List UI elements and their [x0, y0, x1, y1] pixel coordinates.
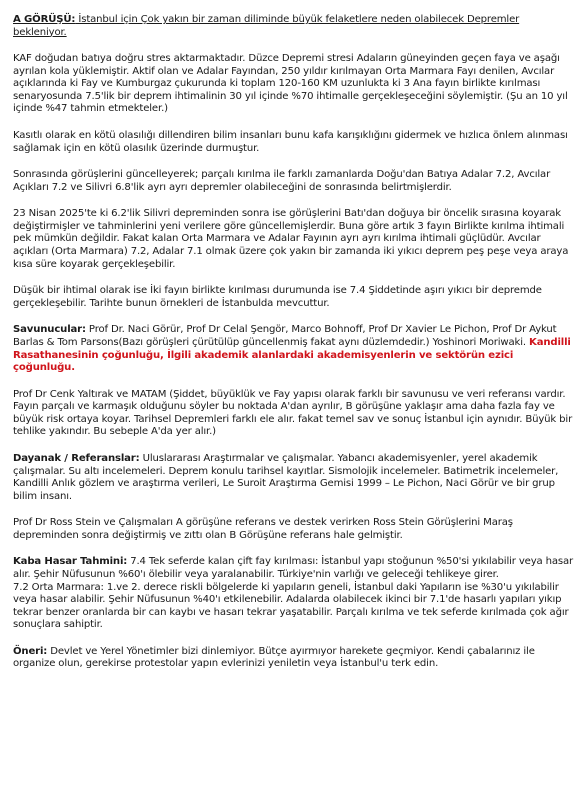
- suggestion-paragraph: [13, 646, 575, 671]
- references-text: Uluslararası Araştırmalar ve çalışmalar. Yabancı akademisyenler, yerel akademik çalışmalar. Su altı incelemeleri. Deprem konulu tarihsel kayıtlar. Sismolojik incelemeler. Batimetrik incelemeler, Kandilli Anlık gözlem ve araştırma verileri, Le Suroit Araştırma Gemisi 1999 – Le Pichon, Naci Görür ve bir grup bilim insanı.: [13, 452, 559, 502]
- damage-label: Kaba Hasar Tahmini:: [13, 556, 128, 568]
- damage-text: 7.4 Tek seferde kalan çift fay kırılması: İstanbul yapı stoğunun %50'si yıkılabilir veya hasar alır. Şehir Nüfusunun %60'ı ölebilir veya yaralanabilir. Türkiye'nin varlığı ve geleceği tehlikeye girer.: [13, 556, 574, 580]
- suggestion-text: Devlet ve Yerel Yönetimler bizi dinlemiyor. Bütçe ayırmıyor harekete geçmiyor. Kendi çabalarınız ile organize olun, gerekirse protestolar yapın evlerinizi yeniletin veya İstanbul'u terk edin.: [13, 645, 535, 670]
- damage-paragraph: [13, 556, 575, 581]
- paragraph-worst-case: Kasıtlı olarak en kötü olasılığı dillendiren bilim insanları bunu kafa karışıklığını gidermek ve hızlıca önlem alınması sağlamak için en kötü olasılık üzerinde durmuştur.: [13, 130, 568, 154]
- paragraph-stress-transfer: KAF doğudan batıya doğru stres aktarmaktadır. Düzce Depremi stresi Adaların güneyinden geçen faya ve aşağı ayrılan kola yüklemiştir. Aktif olan ve Adalar Fayından, 250 yıldır kırılmayan Orta Marmara Fayı denilen, Avcılar açıklarında ki Fay ve Kumburgaz çukurunda ki toplam 120-160 KM uzunlukta ki 3 Ana fayın birlikte kırılması senaryosunda 7.5'lik bir deprem ihtimalinin 30 yıl içinde %70 ihtimalle gerçekleşeceğini söylemiştir. (Şu an 10 yıl içinde %47 tahmin etmekteler.): [13, 53, 568, 115]
- ross-stein-paragraph: Prof Dr Ross Stein ve Çalışmaları A görüşüne referans ve destek verirken Ross Stein Görüşlerini Maraş depreminden sonra değiştirmiş ve zıttı olan B Görüşüne referans hale gelmiştir.: [13, 517, 513, 541]
- heading-label: A GÖRÜŞÜ:: [13, 14, 76, 25]
- references-label: Dayanak / Referanslar:: [13, 452, 140, 464]
- paragraph-updated-views: Sonrasında görüşlerini güncelleyerek; parçalı kırılma ile farklı zamanlarda Doğu'dan Batıya Adalar 7.2, Avcılar Açıkları 7.2 ve Silivri 6.8'lik ayrı ayrı depremler olabileceğini de sonrasında belirtmişlerdir.: [13, 169, 551, 193]
- supporters-label: Savunucular:: [13, 324, 86, 336]
- supporters-paragraph: [13, 324, 575, 374]
- document-heading: [13, 14, 575, 39]
- supporters-text: Prof Dr. Naci Görür, Prof Dr Celal Şengör, Marco Bohnoff, Prof Dr Xavier Le Pichon, Prof Dr Aykut Barlas & Tom Parsons(Bazı görüşleri çürütülüp güncellenmiş fakat aynı düzlemdedir.) Yoshinori Moriwaki.: [13, 324, 557, 348]
- contrast-paragraph: Prof Dr Cenk Yaltırak ve MATAM (Şiddet, büyüklük ve Fay yapısı olarak farklı bir savunusu ve veri referansı vardır. Fayın parçalı ve karmaşık olduğunu söyler bu noktada A'dan ayrılır, B görüşüne yaklaşır ama daha fazla fay ve büyük risk ortaya koyar. Tarihsel Depremleri farklı ele alır. fakat temel sav ve sonuç İstanbul için aynıdır. Büyük bir tehlike yakındır. Bu sebeple A'da yer alır.): [13, 388, 573, 438]
- paragraph-silivri-earthquake: 23 Nisan 2025'te ki 6.2'lik Silivri depreminden sonra ise görüşlerini Batı'dan doğuya bir öncelik sırasına koyarak değiştirmişler ve tahminlerini yeni verilere göre güncellemişlerdir. Buna göre artık 3 fayın Birlikte kırılma ihtimali pek mümkün değildir. Fakat kalan Orta Marmara ve Adalar Fayının ayrı ayrı kırılma ihtimali güçlüdür. Avcılar açıkları (Orta Marmara) 7.2, Adalar 7.1 olmak üzere çok yakın bir zamanda iki yıkıcı deprem peş peşe veya araya kısa süre koyarak gerçekleşebilir.: [13, 208, 569, 270]
- document-page: [13, 14, 575, 685]
- paragraph-low-probability: Düşük bir ihtimal olarak ise İki fayın birlikte kırılması durumunda ise 7.4 Şiddetinde aşırı yıkıcı bir depremde gerçekleşebilir. Tarihte bunun örnekleri de İstanbulda mevcuttur.: [13, 285, 542, 309]
- heading-text: İstanbul için Çok yakın bir zaman diliminde büyük felaketlere neden olabilecek Depremler bekleniyor.: [13, 14, 520, 38]
- suggestion-label: Öneri:: [13, 645, 48, 657]
- references-paragraph: [13, 453, 575, 503]
- damage-paragraph-2: 7.2 Orta Marmara: 1.ve 2. derece riskli bölgelerde ki yapıların geneli, İstanbul daki Yapıların ise %30'u yıkılabilir veya hasar alabilir. Şehir Nüfusunun %40'ı etkilenebilir. Adalarda olabilecek ikinci bir 7.1'de hasarlı yapıları yıkıp tekrar benzer oranlarda bir can kaybı ve hasarı tekrar yaşatabilir. Parçalı kırılma ve tek seferde kırılmada çok ağır sonuçlara sahiptir.: [13, 581, 569, 631]
- supporters-highlight: Kandilli Rasathanesinin çoğunluğu, İlgili akademik alanlardaki akademisyenlerin ve sektörün ezici çoğunluğu.: [13, 336, 571, 374]
